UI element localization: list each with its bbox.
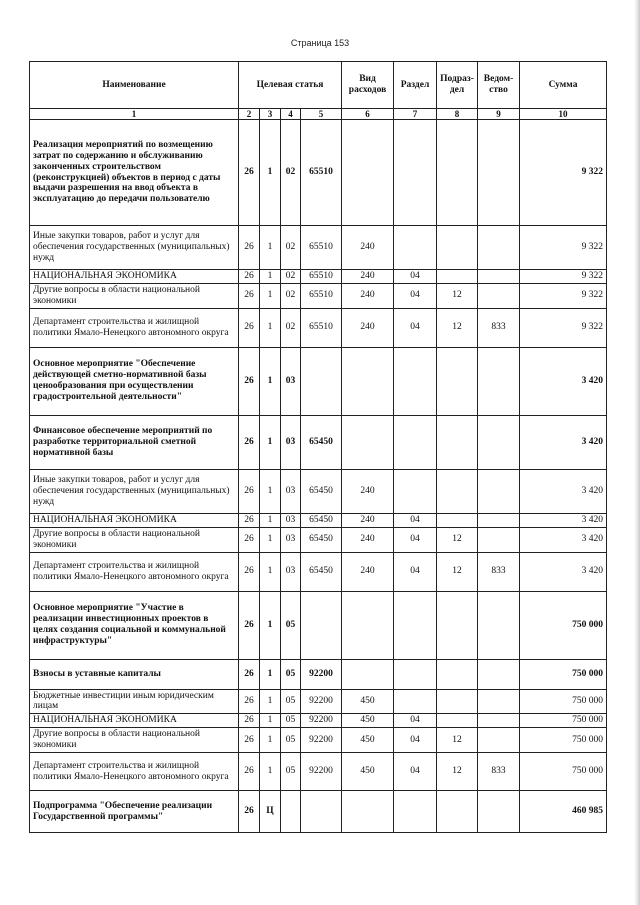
amount-cell: 9 322: [520, 308, 607, 347]
amount-cell: 3 420: [520, 347, 607, 415]
program-code-cell: 26: [239, 120, 260, 226]
expense-type-cell: [342, 347, 394, 415]
amount-cell: 750 000: [520, 714, 607, 728]
amount-cell: 750 000: [520, 753, 607, 791]
program-code-cell: 26: [239, 415, 260, 469]
expense-type-cell: [342, 120, 394, 226]
activity-code-cell: 03: [281, 469, 301, 513]
department-cell: [478, 469, 520, 513]
amount-cell: 3 420: [520, 513, 607, 527]
subsection-cell: 12: [437, 552, 478, 591]
activity-code-cell: 02: [281, 308, 301, 347]
section-cell: 04: [394, 513, 437, 527]
activity-code-cell: 02: [281, 226, 301, 270]
section-cell: [394, 347, 437, 415]
program-code-cell: 26: [239, 659, 260, 689]
row-name-cell: Основное мероприятие "Участие в реализации инвестиционных проектов в целях создания социальной и коммунальной инфраструктуры": [30, 591, 239, 659]
subsection-cell: 12: [437, 308, 478, 347]
amount-cell: 9 322: [520, 283, 607, 308]
activity-code-cell: 03: [281, 527, 301, 552]
article-code-cell: 65450: [301, 513, 342, 527]
row-name-cell: Финансовое обеспечение мероприятий по разработке территориальной сметной нормативной базы: [30, 415, 239, 469]
section-cell: 04: [394, 308, 437, 347]
subsection-cell: [437, 591, 478, 659]
department-cell: [478, 283, 520, 308]
activity-code-cell: 03: [281, 347, 301, 415]
row-name-cell: Другие вопросы в области национальной экономики: [30, 728, 239, 753]
article-code-cell: 92200: [301, 659, 342, 689]
department-cell: 833: [478, 753, 520, 791]
header-department: Ведом-ство: [478, 62, 520, 109]
subsection-cell: 12: [437, 753, 478, 791]
page-number-label: Страница 153: [290, 38, 350, 48]
subprogram-code-cell: 1: [260, 728, 281, 753]
expense-type-cell: [342, 659, 394, 689]
subsection-cell: [437, 659, 478, 689]
article-code-cell: 65450: [301, 469, 342, 513]
row-name-cell: Взносы в уставные капиталы: [30, 659, 239, 689]
row-name-cell: Другие вопросы в области национальной экономики: [30, 527, 239, 552]
department-cell: [478, 689, 520, 714]
expense-type-cell: 240: [342, 270, 394, 284]
row-name-cell: НАЦИОНАЛЬНАЯ ЭКОНОМИКА: [30, 513, 239, 527]
article-code-cell: 65510: [301, 283, 342, 308]
amount-cell: 750 000: [520, 728, 607, 753]
article-code-cell: 92200: [301, 728, 342, 753]
table-row: [30, 283, 607, 308]
row-name-cell: Департамент строительства и жилищной политики Ямало-Ненецкого автономного округа: [30, 753, 239, 791]
subsection-cell: [437, 270, 478, 284]
row-name-cell: Другие вопросы в области национальной экономики: [30, 283, 239, 308]
subprogram-code-cell: Ц: [260, 791, 281, 833]
subsection-cell: 12: [437, 728, 478, 753]
subsection-cell: [437, 347, 478, 415]
subprogram-code-cell: 1: [260, 659, 281, 689]
header-section: Раздел: [394, 62, 437, 109]
section-cell: 04: [394, 552, 437, 591]
expense-type-cell: 240: [342, 513, 394, 527]
row-name-cell: НАЦИОНАЛЬНАЯ ЭКОНОМИКА: [30, 714, 239, 728]
department-cell: 833: [478, 308, 520, 347]
department-cell: [478, 120, 520, 226]
table-row: [30, 527, 607, 552]
expense-type-cell: 240: [342, 469, 394, 513]
subprogram-code-cell: 1: [260, 689, 281, 714]
header-expense-type: Вид расходов: [342, 62, 394, 109]
subprogram-code-cell: 1: [260, 308, 281, 347]
program-code-cell: 26: [239, 226, 260, 270]
subprogram-code-cell: 1: [260, 120, 281, 226]
article-code-cell: 65450: [301, 415, 342, 469]
department-cell: [478, 513, 520, 527]
subprogram-code-cell: 1: [260, 226, 281, 270]
subsection-cell: 12: [437, 283, 478, 308]
expense-type-cell: 240: [342, 552, 394, 591]
expense-type-cell: 240: [342, 226, 394, 270]
column-number: 4: [281, 109, 301, 120]
activity-code-cell: 05: [281, 659, 301, 689]
activity-code-cell: 03: [281, 552, 301, 591]
column-number: 3: [260, 109, 281, 120]
section-cell: 04: [394, 728, 437, 753]
activity-code-cell: [281, 791, 301, 833]
section-cell: [394, 415, 437, 469]
column-number: 1: [30, 109, 239, 120]
column-number: 10: [520, 109, 607, 120]
activity-code-cell: 02: [281, 120, 301, 226]
section-cell: 04: [394, 753, 437, 791]
section-cell: [394, 689, 437, 714]
column-number: 9: [478, 109, 520, 120]
table-row: [30, 791, 607, 833]
row-name-cell: Иные закупки товаров, работ и услуг для обеспечения государственных (муниципальных) нужд: [30, 469, 239, 513]
subprogram-code-cell: 1: [260, 270, 281, 284]
department-cell: [478, 728, 520, 753]
amount-cell: 3 420: [520, 415, 607, 469]
row-name-cell: НАЦИОНАЛЬНАЯ ЭКОНОМИКА: [30, 270, 239, 284]
article-code-cell: 92200: [301, 689, 342, 714]
expense-type-cell: 240: [342, 527, 394, 552]
program-code-cell: 26: [239, 469, 260, 513]
subsection-cell: [437, 791, 478, 833]
section-cell: [394, 120, 437, 226]
program-code-cell: 26: [239, 308, 260, 347]
table-row: [30, 513, 607, 527]
column-number: 5: [301, 109, 342, 120]
subsection-cell: 12: [437, 527, 478, 552]
program-code-cell: 26: [239, 591, 260, 659]
expense-type-cell: 450: [342, 728, 394, 753]
department-cell: [478, 270, 520, 284]
table-row: [30, 270, 607, 284]
table-row: [30, 714, 607, 728]
table-row: [30, 552, 607, 591]
department-cell: [478, 415, 520, 469]
table-row: [30, 308, 607, 347]
table-row: [30, 347, 607, 415]
table-row: [30, 659, 607, 689]
subsection-cell: [437, 415, 478, 469]
subprogram-code-cell: 1: [260, 552, 281, 591]
program-code-cell: 26: [239, 791, 260, 833]
program-code-cell: 26: [239, 714, 260, 728]
amount-cell: 460 985: [520, 791, 607, 833]
table-row: [30, 469, 607, 513]
header-target-article: Целевая статья: [239, 62, 342, 109]
article-code-cell: 65450: [301, 527, 342, 552]
article-code-cell: 65510: [301, 120, 342, 226]
activity-code-cell: 03: [281, 415, 301, 469]
expense-type-cell: [342, 791, 394, 833]
amount-cell: 3 420: [520, 527, 607, 552]
column-number-row: [30, 109, 607, 120]
article-code-cell: 92200: [301, 753, 342, 791]
article-code-cell: [301, 791, 342, 833]
department-cell: [478, 226, 520, 270]
article-code-cell: [301, 347, 342, 415]
section-cell: 04: [394, 283, 437, 308]
activity-code-cell: 05: [281, 591, 301, 659]
amount-cell: 3 420: [520, 552, 607, 591]
row-name-cell: Основное мероприятие "Обеспечение действующей сметно-нормативной базы ценообразования при осуществлении градостроительной деятельности": [30, 347, 239, 415]
row-name-cell: Подпрограмма "Обеспечение реализации Государственной программы": [30, 791, 239, 833]
subprogram-code-cell: 1: [260, 513, 281, 527]
scan-edge-shadow: [634, 0, 640, 905]
department-cell: [478, 347, 520, 415]
row-name-cell: Реализация мероприятий по возмещению затрат по содержанию и обслуживанию законченных строительством (реконструкцией) объектов в период с даты выдачи разрешения на ввод объекта в эксплуатацию до передачи пользователю: [30, 120, 239, 226]
subsection-cell: [437, 226, 478, 270]
section-cell: 04: [394, 270, 437, 284]
department-cell: [478, 591, 520, 659]
program-code-cell: 26: [239, 347, 260, 415]
program-code-cell: 26: [239, 527, 260, 552]
section-cell: [394, 791, 437, 833]
department-cell: [478, 791, 520, 833]
section-cell: 04: [394, 714, 437, 728]
row-name-cell: Бюджетные инвестиции иным юридическим лицам: [30, 689, 239, 714]
table-row: [30, 415, 607, 469]
section-cell: [394, 591, 437, 659]
article-code-cell: 65510: [301, 308, 342, 347]
subsection-cell: [437, 469, 478, 513]
table-row: [30, 591, 607, 659]
program-code-cell: 26: [239, 728, 260, 753]
budget-table: [29, 61, 607, 833]
subprogram-code-cell: 1: [260, 415, 281, 469]
subprogram-code-cell: 1: [260, 591, 281, 659]
activity-code-cell: 05: [281, 753, 301, 791]
expense-type-cell: 240: [342, 283, 394, 308]
amount-cell: 750 000: [520, 689, 607, 714]
activity-code-cell: 05: [281, 689, 301, 714]
expense-type-cell: [342, 591, 394, 659]
article-code-cell: 65450: [301, 552, 342, 591]
article-code-cell: 65510: [301, 270, 342, 284]
activity-code-cell: 02: [281, 270, 301, 284]
section-cell: [394, 226, 437, 270]
expense-type-cell: 240: [342, 308, 394, 347]
column-number: 7: [394, 109, 437, 120]
subsection-cell: [437, 120, 478, 226]
department-cell: [478, 714, 520, 728]
department-cell: 833: [478, 552, 520, 591]
amount-cell: 750 000: [520, 591, 607, 659]
subprogram-code-cell: 1: [260, 469, 281, 513]
amount-cell: 9 322: [520, 226, 607, 270]
row-name-cell: Департамент строительства и жилищной политики Ямало-Ненецкого автономного округа: [30, 308, 239, 347]
amount-cell: 750 000: [520, 659, 607, 689]
header-subsection: Подраз-дел: [437, 62, 478, 109]
program-code-cell: 26: [239, 270, 260, 284]
subprogram-code-cell: 1: [260, 347, 281, 415]
program-code-cell: 26: [239, 513, 260, 527]
section-cell: 04: [394, 527, 437, 552]
department-cell: [478, 527, 520, 552]
subprogram-code-cell: 1: [260, 527, 281, 552]
row-name-cell: Иные закупки товаров, работ и услуг для обеспечения государственных (муниципальных) нужд: [30, 226, 239, 270]
table-row: [30, 728, 607, 753]
expense-type-cell: 450: [342, 689, 394, 714]
expense-type-cell: 450: [342, 753, 394, 791]
amount-cell: 3 420: [520, 469, 607, 513]
subprogram-code-cell: 1: [260, 714, 281, 728]
department-cell: [478, 659, 520, 689]
subprogram-code-cell: 1: [260, 283, 281, 308]
amount-cell: 9 322: [520, 120, 607, 226]
row-name-cell: Департамент строительства и жилищной политики Ямало-Ненецкого автономного округа: [30, 552, 239, 591]
column-number: 2: [239, 109, 260, 120]
section-cell: [394, 469, 437, 513]
activity-code-cell: 02: [281, 283, 301, 308]
table-header-row: [30, 62, 607, 109]
program-code-cell: 26: [239, 689, 260, 714]
table-row: [30, 689, 607, 714]
subprogram-code-cell: 1: [260, 753, 281, 791]
table-row: [30, 120, 607, 226]
table-row: [30, 753, 607, 791]
expense-type-cell: 450: [342, 714, 394, 728]
article-code-cell: [301, 591, 342, 659]
subsection-cell: [437, 513, 478, 527]
column-number: 8: [437, 109, 478, 120]
section-cell: [394, 659, 437, 689]
article-code-cell: 92200: [301, 714, 342, 728]
table-row: [30, 226, 607, 270]
activity-code-cell: 05: [281, 714, 301, 728]
program-code-cell: 26: [239, 753, 260, 791]
activity-code-cell: 03: [281, 513, 301, 527]
amount-cell: 9 322: [520, 270, 607, 284]
subsection-cell: [437, 689, 478, 714]
program-code-cell: 26: [239, 283, 260, 308]
activity-code-cell: 05: [281, 728, 301, 753]
article-code-cell: 65510: [301, 226, 342, 270]
header-name: Наименование: [30, 62, 239, 109]
column-number: 6: [342, 109, 394, 120]
program-code-cell: 26: [239, 552, 260, 591]
expense-type-cell: [342, 415, 394, 469]
header-amount: Сумма: [520, 62, 607, 109]
subsection-cell: [437, 714, 478, 728]
